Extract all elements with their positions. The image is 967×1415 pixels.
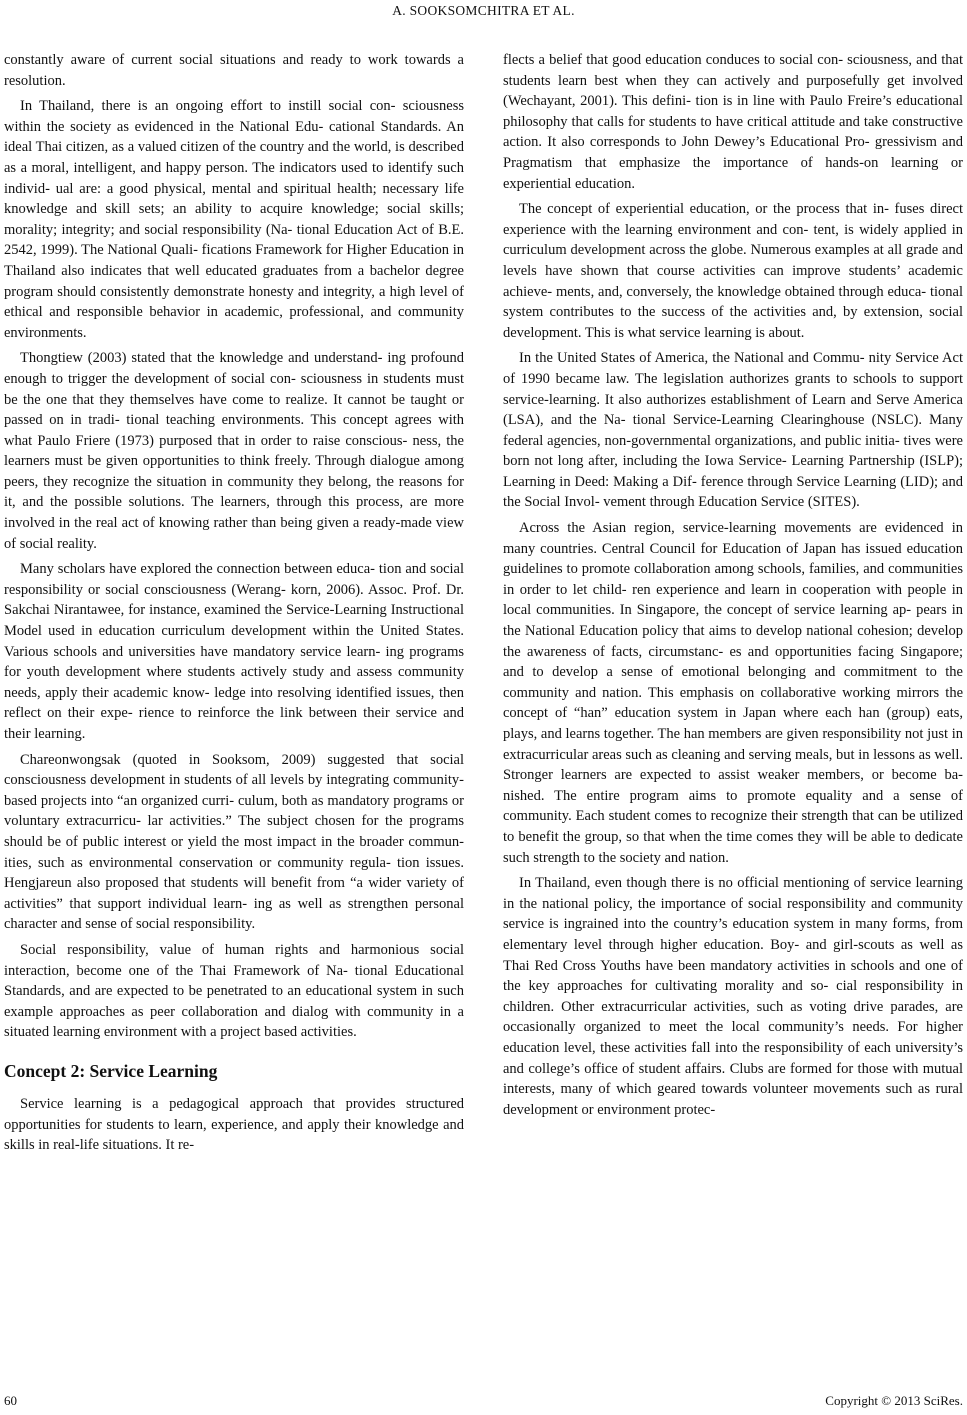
paragraph: Across the Asian region, service-learning movements are evidenced in many countries. Central Council for Education of Japan has issued education guidelines to promote collaboration among schools, families, and communities in order to let child- ren experience and learn in cooperation with people in local communities. In Singapore, the concept of service learning ap- pears in the National Education policy that aims to develop national cohesion; develop the awareness of facts, circumstanc- es and opportunities facing Singapore; and to develop a sense of emotional belonging and commitment to the community and nation. This emphasis on collaborative working mirrors the concept of “han” education system in Japan where each han (group) eats, plays, and learns together. The han members are given responsibility not just in extracurricular areas such as cleaning and serving meals, but in lessons as well. Stronger learners are expected to assist weaker members, or become ba- nished. The entire program aims to promote equality and a sense of community. Each student comes to recognize their strength that can be utilized to benefit the group, so that when the time comes they will be able to dedicate such strength to the society and nation. xyxy=(503,520,963,866)
paragraph: Chareonwongsak (quoted in Sooksom, 2009) suggested that social consciousness development in students of all levels by integrating community-based projects into “an organized curri- culum, both as mandatory programs or voluntary extracurricu- lar activities.” The subject chosen for the programs should be of public interest or yield the most impact in the broader commun- ities, such as environmental conservation or community regula- tion issues. Hengjareun also proposed that students will benefit from “a wider variety of activities” that support individual learn- ing as well as strengthen personal character and sense of social responsibility. xyxy=(4,751,464,933)
section-heading: Concept 2: Service Learning xyxy=(4,1060,218,1081)
paragraph: In the United States of America, the National and Commu- nity Service Act of 1990 became law. The legislation authorizes grants to schools to support service-learning. It also authorizes establishment of Learn and Serve America (LSA), and the Na- tional Service-Learning Clearinghouse (NSLC). Many federal agencies, non-governmental organizations, and public initia- tives were born not long after, including the Iowa Service- Learning Partnership (ISLP); Learning in Deed: Making a Dif- ference through Service Learning (LID); and the Social Invol- vement through Education Service (SITES). xyxy=(503,350,963,511)
page-number: 60 xyxy=(4,1393,17,1408)
paragraph: In Thailand, there is an ongoing effort to instill social con- sciousness within the society as evidenced in the National Edu- cational Standards. An ideal Thai citizen, as a valued citizen of the country and the world, is described as a moral, intelligent, and happy person. The indicators used to identify such individ- ual are: a good physical, mental and spiritual health; necessary life knowledge and skill sets; an ability to acquire knowledge; social skills; morality; integrity; and social responsibility (Na- tional Education Act of B.E. 2542, 1999). The National Quali- fications Framework for Higher Education in Thailand also indicates that well educated graduates from a bachelor degree program should consistently demonstrate honesty and integrity, a high level of ethical and responsible behavior in academic, professional, and community environments. xyxy=(4,98,464,341)
copyright-notice: Copyright © 2013 SciRes. xyxy=(825,1393,963,1408)
paragraph: In Thailand, even though there is no official mentioning of service learning in the national policy, the importance of social responsibility and community service is ingrained into the country’s education system in many forms, from elementary level through higher education. Boy- and girl-scouts as well as Thai Red Cross Youths have been mandatory activities in schools and one of the key approaches for cultivating morality and so- cial responsibility in children. Other extracurricular activities, such as voting drive parades, are occasionally organized to meet the local community’s needs. For higher education level, these activities fall into the responsibility of each university’s and college’s office of student affairs. Clubs are formed for those with mutual interests, many of which geared towards volunteer movements such as rural development or environment protec- xyxy=(503,875,963,1118)
paragraph: flects a belief that good education conduces to social con- sciousness, and that students learn best when they can actively and purposefully get involved (Wechayant, 2001). This defini- tion is in line with Paulo Freire’s educational philosophy that calls for students to have critical attitude and take constructive action. It also corresponds to John Dewey’s Educational Pro- gressivism and Pragmatism that emphasize the importance of hands-on learning or experiential education. xyxy=(503,52,963,192)
paragraph: Service learning is a pedagogical approach that provides structured opportunities for students to learn, experience, and apply their knowledge and skills in real-life situations. It re- xyxy=(4,1095,464,1154)
paragraph: Many scholars have explored the connection between educa- tion and social responsibility or social consciousness (Werang- korn, 2006). Assoc. Prof. Dr. Sakchai Nirantawee, for instance, examined the Service-Learning Instructional Model used in education curriculum development within the United States. Various schools and universities have mandatory service learn- ing programs for youth development where students actively study and assess community needs, apply their academic know- ledge into resolving identified issues, then reflect on their expe- rience to reinforce the link between their service and their learning. xyxy=(4,561,464,742)
left-column xyxy=(4,50,464,1161)
paragraph: Thongtiew (2003) stated that the knowledge and understand- ing profound enough to trigger the development of social con- sciousness in students must be the one that they themselves have come to realize. It cannot be taught or passed on in tradi- tional teaching environments. This concept agrees with what Paulo Friere (1973) purposed that in order to raise conscious- ness, the learners must be given opportunities to think freely. Through dialogue among peers, they recognize the situation in community they belong, the reasons for it, and the possible solutions. The learners, through this process, are more involved in the real act of knowing rather than being given a ready-made view of social reality. xyxy=(4,350,464,552)
running-head: A. SOOKSOMCHITRA ET AL. xyxy=(392,3,575,18)
right-column xyxy=(503,50,963,1125)
paragraph: constantly aware of current social situations and ready to work towards a resolution. xyxy=(4,52,464,89)
paragraph: Social responsibility, value of human rights and harmonious social interaction, become one of the Thai Framework of Na- tional Educational Standards, and are expected to be penetrated to an educational system in such example approaches as peer collaboration and dialog with community in a situated learning environment with a project based activities. xyxy=(4,941,464,1041)
paragraph: The concept of experiential education, or the process that in- fuses direct experience with the learning environment and con- tent, is widely applied in curriculum development across the globe. Numerous examples at all grade and levels have shown that course activities can improve students’ academic achieve- ments, and, conversely, the knowledge obtained through educa- tional system contributes to the success of the activities and, by extension, social development. This is what service learning is about. xyxy=(503,201,963,341)
